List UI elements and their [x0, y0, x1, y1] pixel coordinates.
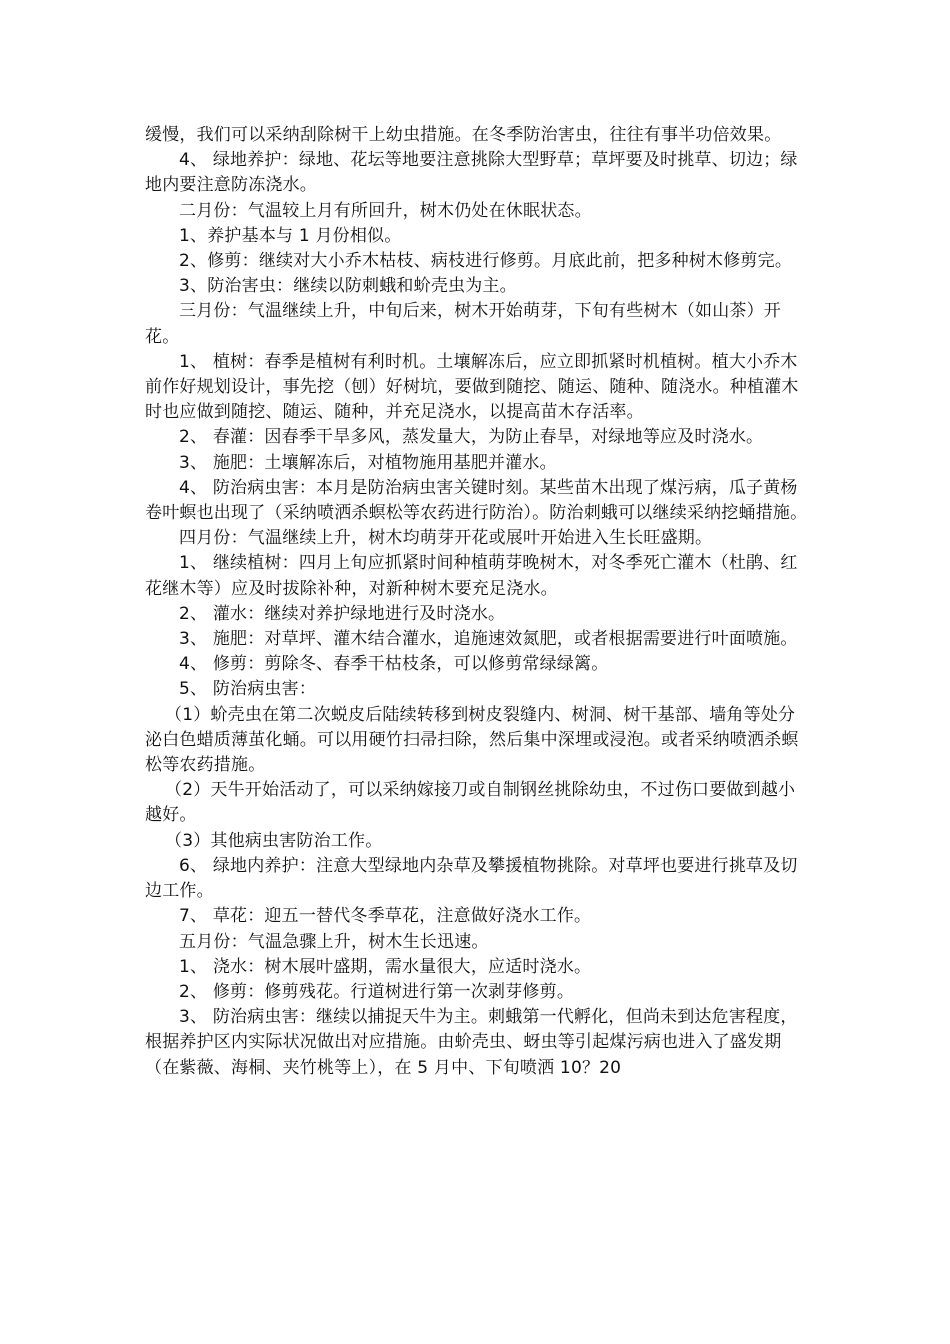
paragraph: 缓慢，我们可以采纳刮除树干上幼虫措施。在冬季防治害虫，往往有事半功倍效果。: [145, 125, 782, 145]
paragraph: 1、 植树：春季是植树有利时机。土壤解冻后，应立即抓紧时机植树。植大小乔木前作好规划设计，事先挖（刨）好树坑，要做到随挖、随运、随种、随浇水。种植灌木时也应做到随挖、随运、随种，并充足浇水，以提高苗木存活率。: [145, 351, 799, 423]
paragraph: 3、 防治病虫害：继续以捕捉天牛为主。刺蛾第一代孵化，但尚未到达危害程度，根据养护区内实际状况做出对应措施。由蚧壳虫、蚜虫等引起煤污病也进入了盛发期（在紫薇、海桐、夹竹桃等上），在 5 月中、下旬喷洒 10？20: [145, 1007, 798, 1078]
paragraph: 3、防治害虫：继续以防刺蛾和蚧壳虫为主。: [179, 276, 517, 297]
paragraph: 五月份：气温急骤上升，树木生长迅速。: [179, 931, 489, 952]
paragraph: （3）其他病虫害防治工作。: [165, 830, 383, 851]
paragraph: 1、养护基本与 1 月份相似。: [179, 225, 402, 246]
paragraph: （2）天牛开始活动了，可以采纳嫁接刀或自制钢丝挑除幼虫，不过伤口要做到越小越好。: [145, 780, 796, 826]
paragraph: 1、 浇水：树木展叶盛期，需水量很大，应适时浇水。: [179, 956, 592, 977]
paragraph: 二月份：气温较上月有所回升，树木仍处在休眠状态。: [179, 200, 592, 221]
paragraph: 4、 修剪：剪除冬、春季干枯枝条，可以修剪常绿绿篱。: [179, 654, 609, 675]
paragraph: 4、 防治病虫害：本月是防治病虫害关键时刻。某些苗木出现了煤污病，瓜子黄杨卷叶螟也出现了（采纳喷洒杀螟松等农药进行防治）。防治刺蛾可以继续采纳挖蛹措施。: [145, 477, 808, 524]
paragraph: 6、 绿地内养护：注意大型绿地内杂草及攀援植物挑除。对草坪也要进行挑草及切边工作。: [145, 855, 798, 902]
paragraph: 3、 施肥：土壤解冻后，对植物施用基肥并灌水。: [179, 452, 557, 473]
paragraph: 7、 草花：迎五一替代冬季草花，注意做好浇水工作。: [179, 906, 592, 927]
paragraph: 2、修剪：继续对大小乔木枯枝、病枝进行修剪。月底此前，把多种树木修剪完。: [179, 251, 793, 272]
paragraph: 三月份：气温继续上升，中旬后来，树木开始萌芽，下旬有些树木（如山茶）开花。: [145, 301, 781, 347]
paragraph: （1）蚧壳虫在第二次蜕皮后陆续转移到树皮裂缝内、树洞、树干基部、墙角等处分泌白色蜡质薄茧化蛹。可以用硬竹扫帚扫除，然后集中深埋或浸泡。或者采纳喷洒杀螟松等农药措施。: [145, 704, 799, 776]
document-body: [145, 123, 811, 1081]
paragraph: 1、 继续植树：四月上旬应抓紧时间种植萌芽晚树木，对冬季死亡灌木（杜鹃、红花继木等）应及时拔除补种，对新种树木要充足浇水。: [145, 553, 798, 599]
paragraph: 2、 春灌：因春季干旱多风，蒸发量大，为防止春旱，对绿地等应及时浇水。: [179, 427, 764, 448]
paragraph: 2、 修剪：修剪残花。行道树进行第一次剥芽修剪。: [179, 981, 575, 1002]
paragraph: 3、 施肥：对草坪、灌木结合灌水，追施速效氮肥，或者根据需要进行叶面喷施。: [179, 629, 798, 650]
paragraph: 四月份：气温继续上升，树木均萌芽开花或展叶开始进入生长旺盛期。: [179, 528, 713, 549]
paragraph: 5、 防治病虫害：: [179, 679, 317, 700]
paragraph: 4、 绿地养护：绿地、花坛等地要注意挑除大型野草；草坪要及时挑草、切边；绿地内要注意防冻浇水。: [145, 150, 798, 196]
paragraph: 2、 灌水：继续对养护绿地进行及时浇水。: [179, 603, 506, 624]
